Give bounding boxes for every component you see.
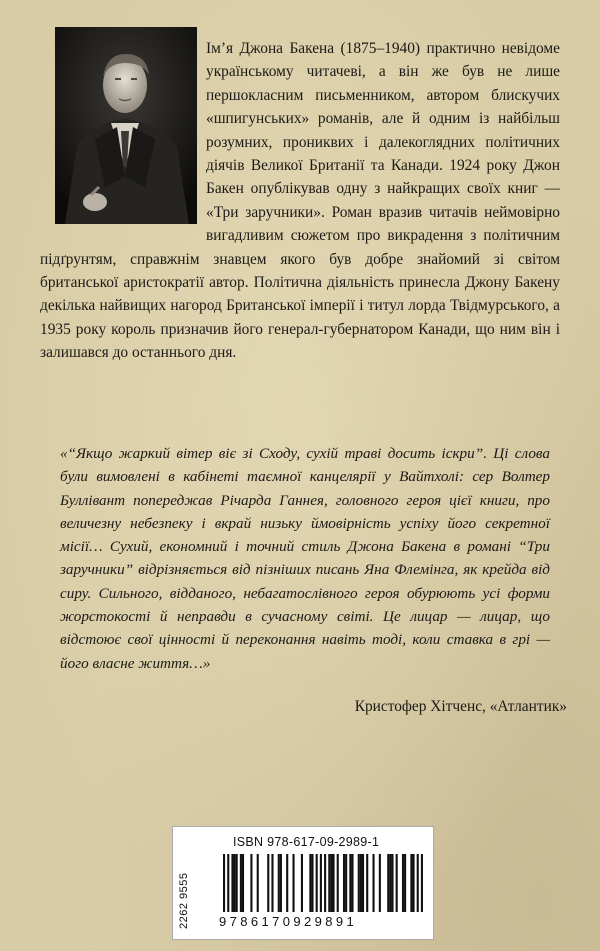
barcode-bars: [223, 854, 423, 912]
barcode-bar: [236, 854, 238, 912]
portrait-spacer: [40, 37, 206, 236]
barcode-bar: [389, 854, 391, 912]
barcode-bar: [396, 854, 398, 912]
barcode-bar: [301, 854, 303, 912]
barcode-bar: [257, 854, 259, 912]
isbn-barcode: [172, 826, 434, 940]
barcode-bar: [349, 854, 351, 912]
barcode-bar: [410, 854, 412, 912]
barcode-bar: [412, 854, 414, 912]
barcode-bar: [402, 854, 404, 912]
review-quote: [60, 442, 550, 675]
barcode-bar: [345, 854, 347, 912]
barcode-bar: [240, 854, 242, 912]
barcode-bar: [242, 854, 244, 912]
barcode-bar: [360, 854, 362, 912]
barcode-bar: [417, 854, 419, 912]
barcode-bar: [324, 854, 326, 912]
barcode-bar: [231, 854, 233, 912]
barcode-bar: [311, 854, 313, 912]
quote-attribution: Кристофер Хітченс, «Атлантик»: [354, 698, 567, 715]
barcode-bar: [292, 854, 294, 912]
barcode-bar: [351, 854, 353, 912]
barcode-bar: [278, 854, 280, 912]
quote-text: «“Якщо жаркий вітер віє зі Сходу, сухій траві досить іскри”. Ці слова були вимовлені в кабінеті таємної канцелярії у Вайтхолі: сер Волтер Буллівант попереджав Річарда Ганнея, головного героя цієї книги, про величезну небезпеку і вкрай низьку ймовірність успіху його секретної місії… Сухий, економний і точний стиль Джона Бакена в романі “Три заручники” відрізняється від пізніших писань Яна Флемінга, як крейда від сиру. Сильного, відданого, небагатослівного героя обурюють усі форми жорстокості й неправди в сучасному світі. Це лицар — лицар, що відстоює свої цінності й переконання навіть тоді, коли ставка в грі — його власне життя…»: [60, 445, 550, 672]
barcode-bar: [271, 854, 273, 912]
barcode-bar: [227, 854, 229, 912]
barcode-bar: [366, 854, 368, 912]
barcode-bar: [387, 854, 389, 912]
barcode-bar: [267, 854, 269, 912]
ean-digits: 9786170929891: [219, 914, 358, 929]
barcode-bar: [330, 854, 332, 912]
barcode-bar: [320, 854, 322, 912]
barcode-bar: [280, 854, 282, 912]
barcode-bar: [337, 854, 339, 912]
barcode-bar: [250, 854, 252, 912]
barcode-bar: [332, 854, 334, 912]
barcode-side-code: 2262 9555: [178, 872, 190, 929]
isbn-label: ISBN 978-617-09-2989-1: [233, 835, 380, 849]
barcode-bar: [362, 854, 364, 912]
barcode-bar: [379, 854, 381, 912]
barcode-bar: [286, 854, 288, 912]
author-intro: [40, 37, 560, 365]
barcode-bar: [316, 854, 318, 912]
barcode-bar: [328, 854, 330, 912]
barcode-bar: [404, 854, 406, 912]
barcode-bar: [358, 854, 360, 912]
barcode-bar: [391, 854, 393, 912]
barcode-bar: [343, 854, 345, 912]
barcode-bar: [223, 854, 225, 912]
barcode-bar: [421, 854, 423, 912]
barcode-bar: [372, 854, 374, 912]
intro-paragraph: Ім’я Джона Бакена (1875–1940) практично невідоме українському читачеві, а він же був не лише першокласним письменником, автором блискучих «шпигунських» романів, але й одним із найбільш розумних, прониквих і далекоглядних політичних діячів Великої Британії та Канади. 1924 року Джон Бакен опублікував одну з найкращих своїх книг — «Три заручники». Роман вразив читачів неймовірно вигадливим сюжетом про викрадення з політичним підґрунтям, справжнім знавцем якого був добре знайомий зі світом британської аристократії автор. Політична діяльність принесла Джону Бакену декілька найвищих нагород Британської імперії і титул лорда Твідмурського, а 1935 року король призначив його генерал-губернатором Канади, що ним він і залишався до останнього дня.: [40, 40, 560, 362]
barcode-bar: [234, 854, 236, 912]
barcode-bar: [309, 854, 311, 912]
